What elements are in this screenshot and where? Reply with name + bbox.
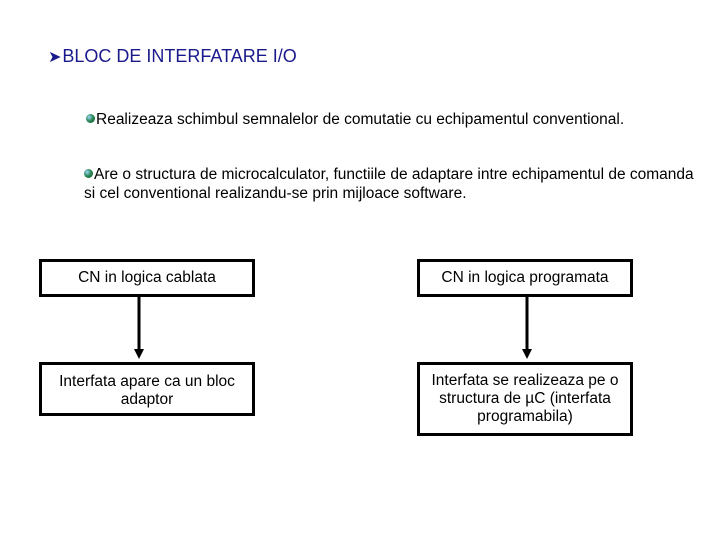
box-logica-cablata — [39, 259, 255, 297]
bullet-text-1: Realizeaza schimbul semnalelor de comutatie cu echipamentul conventional. — [96, 111, 625, 128]
box-logica-programata — [417, 259, 633, 297]
slide-title-text: BLOC DE INTERFATARE I/O — [62, 46, 297, 66]
box-interfata-programabila — [417, 362, 633, 436]
box-interfata-programabila-text: Interfata se realizeaza pe o structura de µC (interfata programabila) — [431, 372, 619, 425]
arrow-bullet-icon: ➤ — [48, 47, 62, 66]
box-logica-programata-text: CN in logica programata — [441, 269, 609, 286]
box-bloc-adaptor — [39, 362, 255, 416]
box-bloc-adaptor-text: Interfata apare ca un bloc adaptor — [59, 373, 235, 408]
bullet-text-2: Are o structura de microcalculator, functiile de adaptare intre echipamentul de comanda si cel conventional realizandu-se prin mijloace software. — [84, 166, 694, 202]
box-logica-cablata-text: CN in logica cablata — [78, 269, 216, 286]
